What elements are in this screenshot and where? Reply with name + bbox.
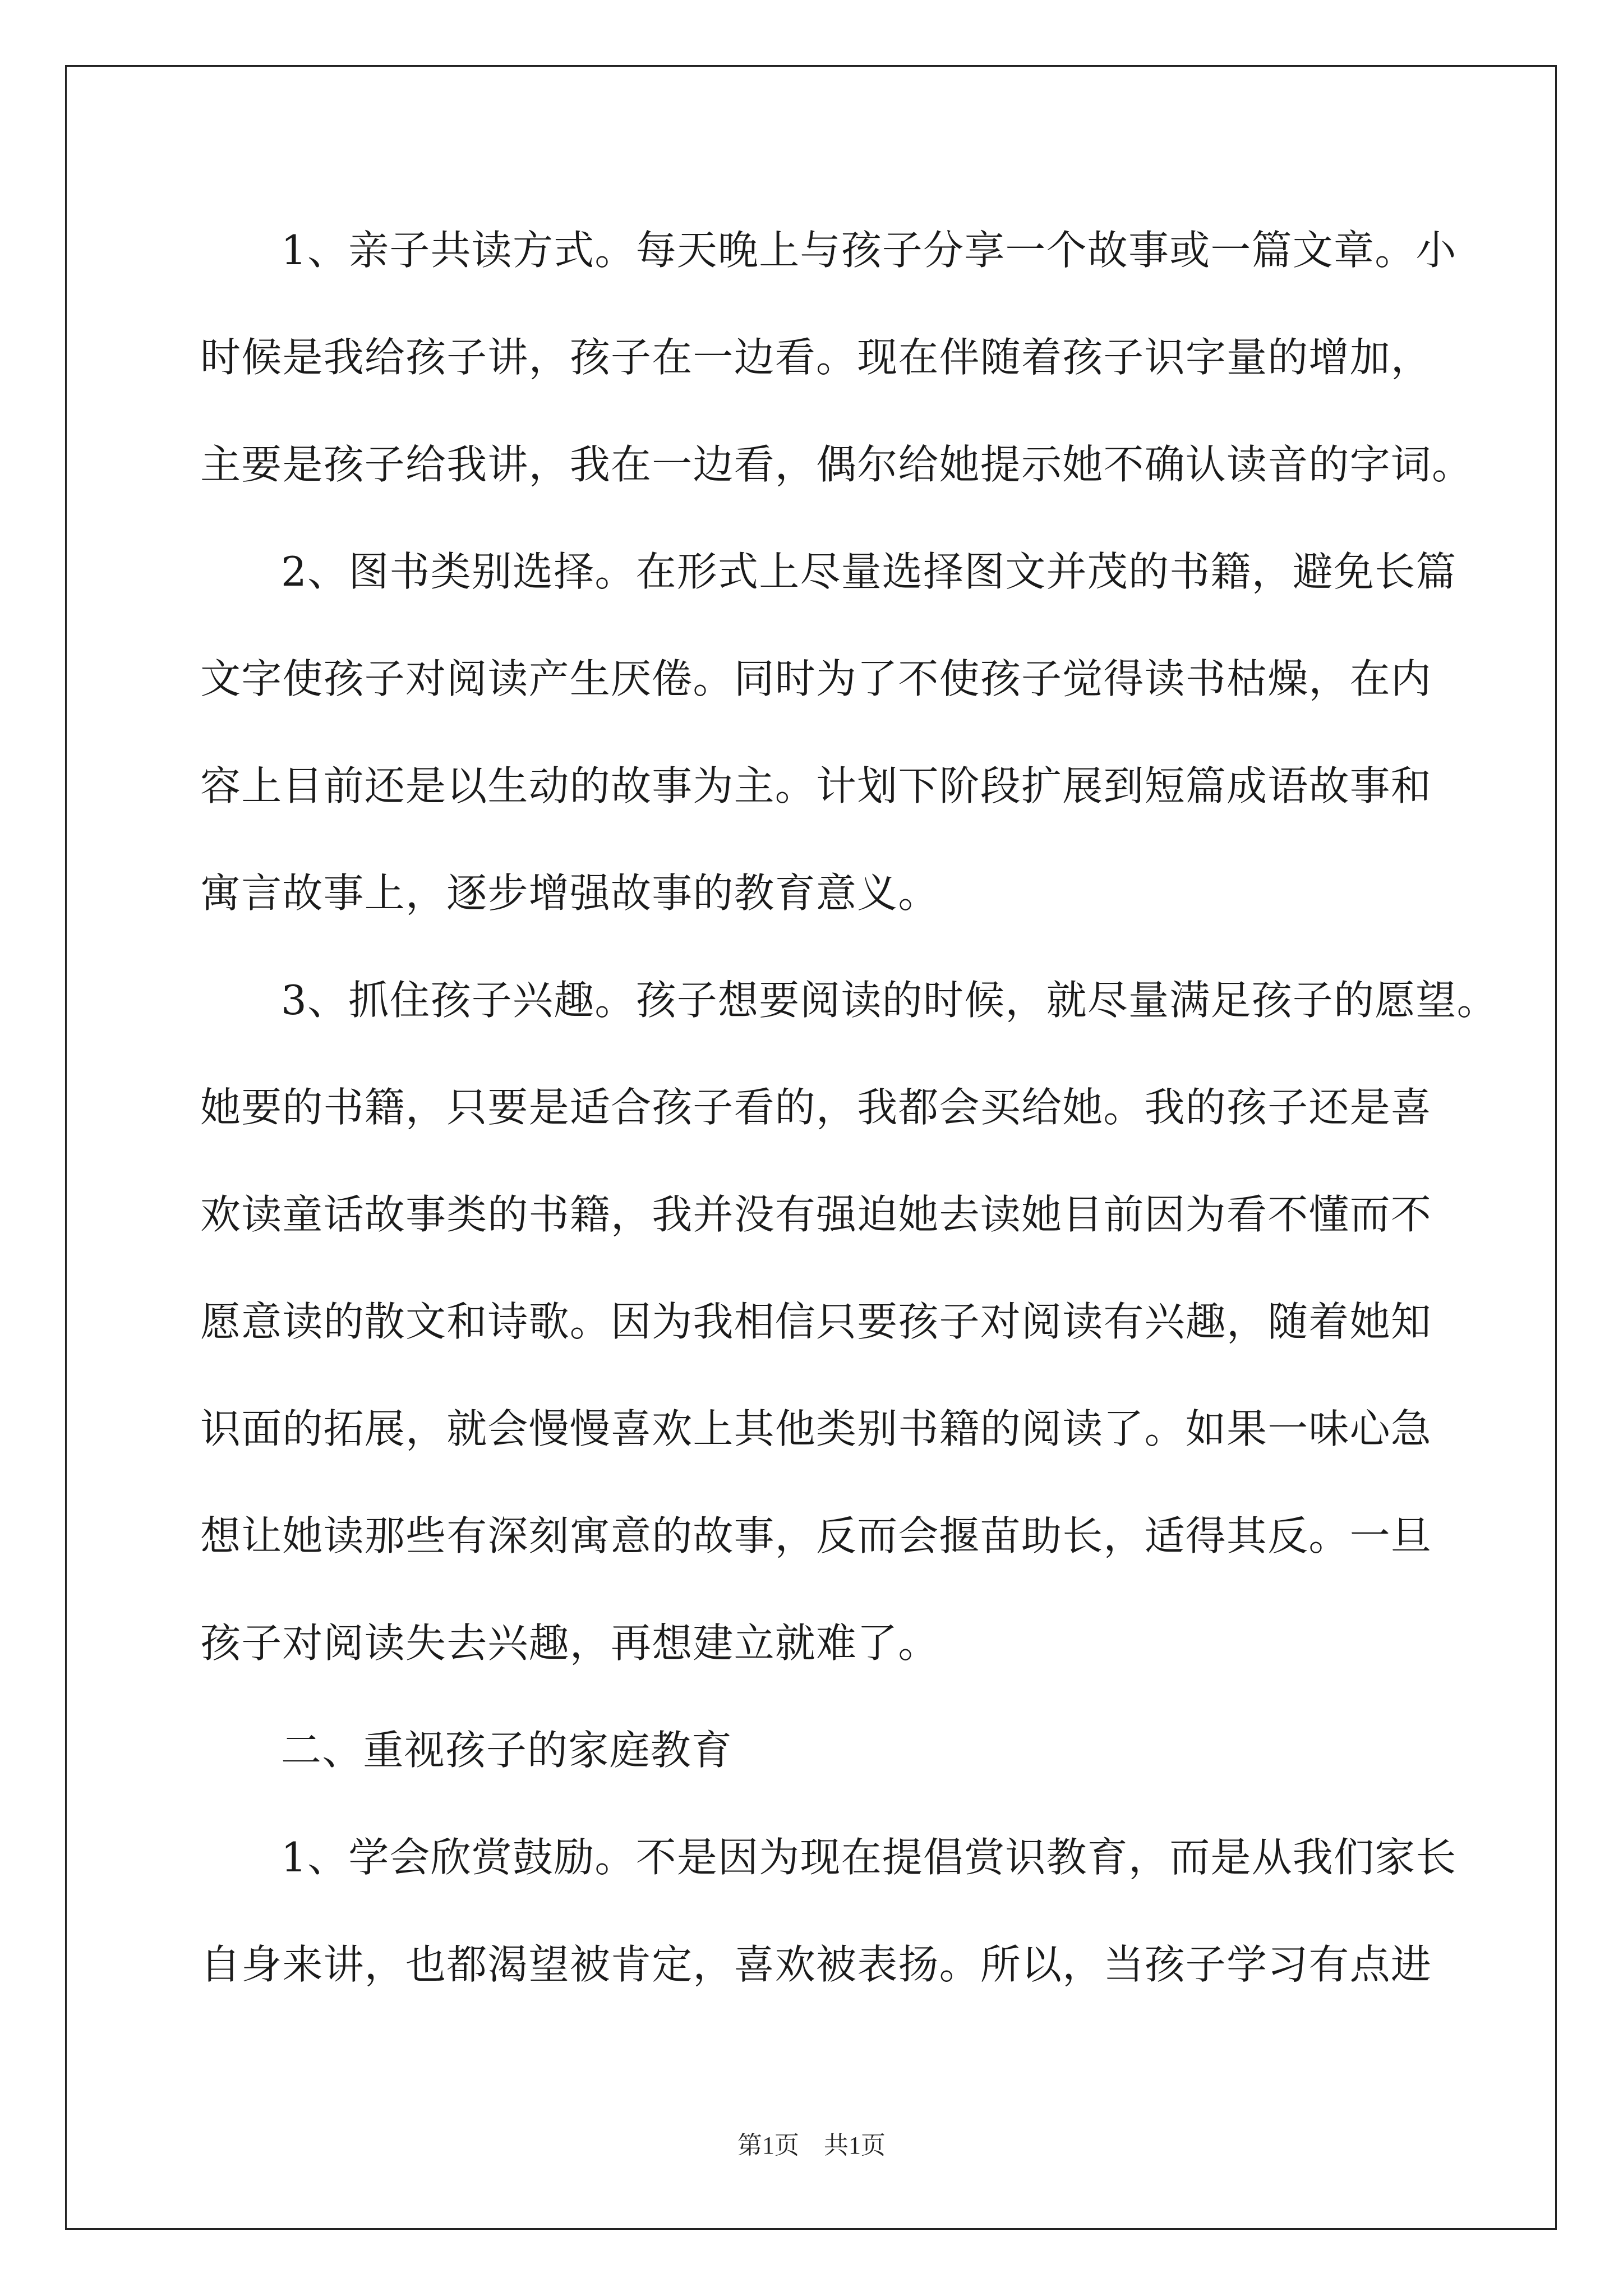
text-line: 3、抓住孩子兴趣。孩子想要阅读的时候，就尽量满足孩子的愿望。	[281, 977, 1498, 1024]
text-line: 主要是孩子给我讲，我在一边看，偶尔给她提示她不确认读音的字词。	[200, 441, 1473, 488]
text-line: 她要的书籍，只要是适合孩子看的，我都会买给她。我的孩子还是喜	[200, 1084, 1432, 1131]
text-line: 时候是我给孩子讲，孩子在一边看。现在伴随着孩子识字量的增加，	[200, 334, 1432, 381]
text-line: 2、图书类别选择。在形式上尽量选择图文并茂的书籍，避免长篇	[281, 548, 1457, 595]
text-line: 容上目前还是以生动的故事为主。计划下阶段扩展到短篇成语故事和	[200, 762, 1432, 809]
page-footer: 第1页 共1页	[737, 2132, 886, 2159]
text-line: 想让她读那些有深刻寓意的故事，反而会揠苗助长，适得其反。一旦	[200, 1512, 1432, 1559]
text-line: 愿意读的散文和诗歌。因为我相信只要孩子对阅读有兴趣，随着她知	[200, 1298, 1432, 1345]
text-line: 自身来讲，也都渴望被肯定，喜欢被表扬。所以，当孩子学习有点进	[200, 1941, 1432, 1988]
text-line: 文字使孩子对阅读产生厌倦。同时为了不使孩子觉得读书枯燥，在内	[200, 655, 1432, 702]
section-heading: 二、重视孩子的家庭教育	[281, 1727, 733, 1774]
text-line: 1、亲子共读方式。每天晚上与孩子分享一个故事或一篇文章。小	[281, 227, 1457, 274]
text-line: 寓言故事上，逐步增强故事的教育意义。	[200, 869, 939, 917]
text-line: 欢读童话故事类的书籍，我并没有强迫她去读她目前因为看不懂而不	[200, 1191, 1432, 1238]
text-line: 识面的拓展，就会慢慢喜欢上其他类别书籍的阅读了。如果一味心急	[200, 1405, 1432, 1452]
text-line: 1、学会欣赏鼓励。不是因为现在提倡赏识教育，而是从我们家长	[281, 1834, 1457, 1881]
text-line: 孩子对阅读失去兴趣，再想建立就难了。	[200, 1619, 939, 1667]
document-body	[200, 219, 1498, 2040]
